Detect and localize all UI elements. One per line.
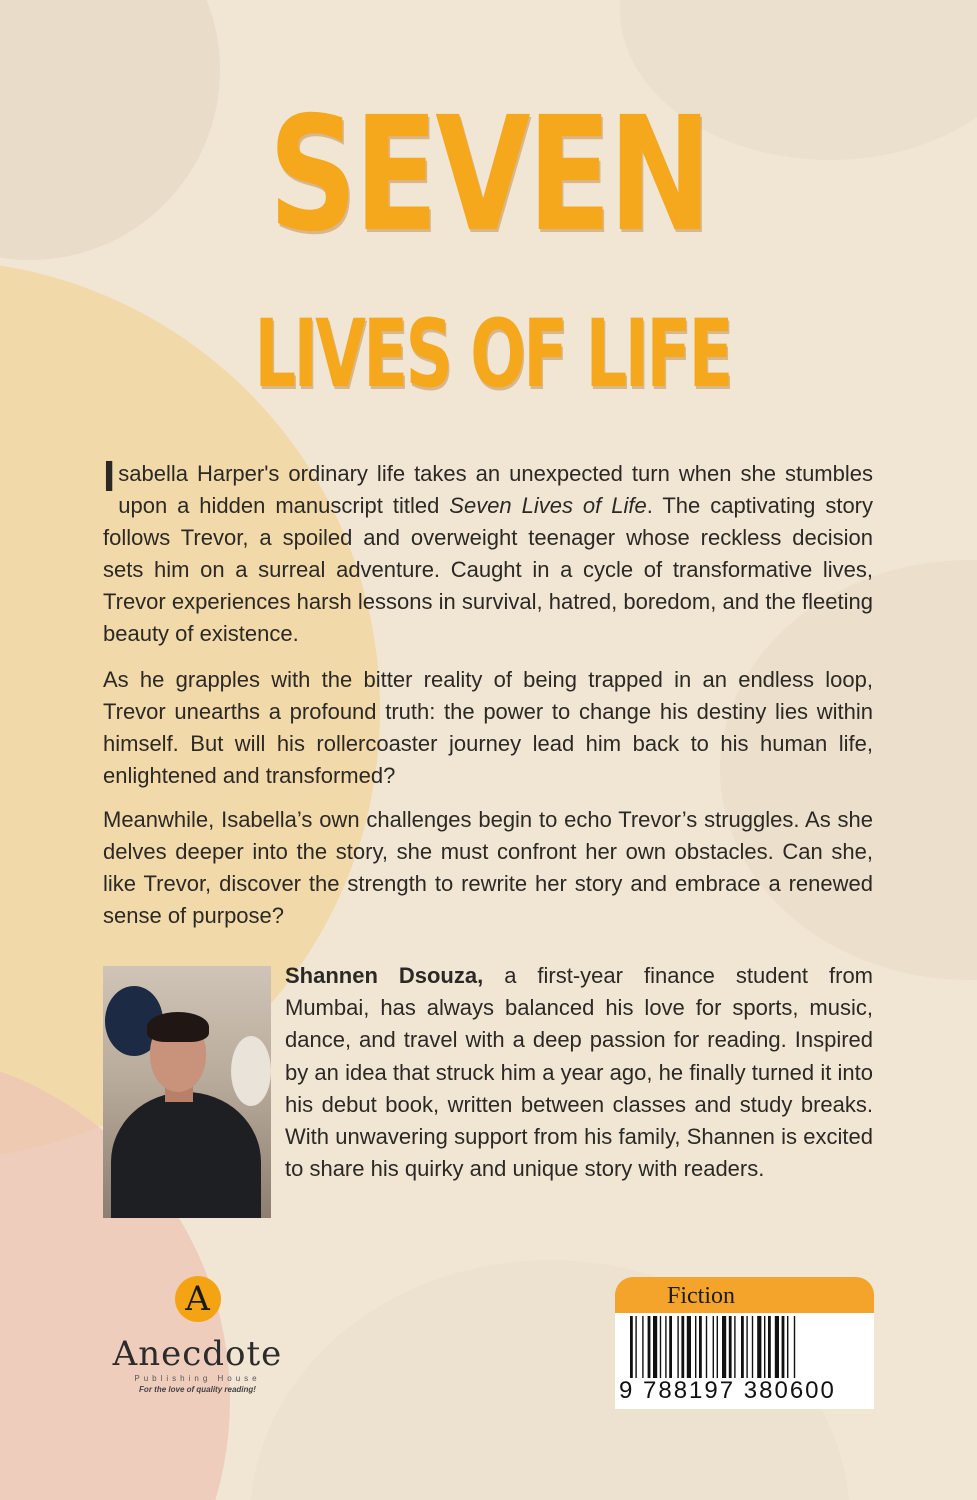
genre-label: Fiction — [615, 1277, 874, 1313]
barcode-bar — [699, 1316, 702, 1378]
barcode-bar — [660, 1316, 661, 1378]
publisher-tagline: For the love of quality reading! — [139, 1385, 256, 1394]
author-bio — [285, 960, 873, 1185]
barcode-bar — [695, 1316, 696, 1378]
barcode-bar — [787, 1316, 788, 1378]
barcode-bar — [782, 1316, 785, 1378]
blurb-p1-text-end: . The captivating story follows Trevor, a spoiled and overweight teenager whose reckless decision sets him on a surreal adventure. Caught in a cycle of transformative lives, Trevor experiences harsh lessons in survival, hatred, boredom, and the fleeting beauty of existence. — [103, 493, 874, 646]
blurb-paragraph-3: Meanwhile, Isabella’s own challenges begin to echo Trevor’s struggles. As she delves deeper into the story, she must confront her own obstacles. Can she, like Trevor, discover the strength to rewrite her story and embrace a renewed sense of purpose? — [103, 807, 873, 928]
barcode-bar — [653, 1316, 657, 1378]
barcode-bar — [648, 1316, 651, 1378]
blurb-book-title: Seven Lives of Life — [449, 493, 647, 518]
publisher-logo-icon: A — [175, 1276, 221, 1322]
barcode-bar — [642, 1316, 643, 1378]
barcode-bar — [687, 1316, 691, 1378]
isbn-number: 9 788197 380600 — [619, 1377, 836, 1404]
barcode-bar — [669, 1316, 672, 1378]
barcode-bar — [722, 1316, 726, 1378]
barcode-bar — [794, 1316, 795, 1378]
barcode — [615, 1313, 874, 1409]
barcode-bar — [713, 1316, 714, 1378]
barcode-bar — [677, 1316, 678, 1378]
drop-cap: I — [103, 452, 116, 501]
barcode-bar — [630, 1316, 633, 1378]
barcode-bar — [734, 1316, 735, 1378]
barcode-bar — [665, 1316, 666, 1378]
barcode-bar — [729, 1316, 732, 1378]
publisher-logo — [105, 1276, 290, 1394]
barcode-bar — [681, 1316, 684, 1378]
barcode-bar — [746, 1316, 747, 1378]
barcode-bar — [775, 1316, 779, 1378]
barcode-block — [615, 1277, 874, 1409]
author-name: Shannen Dsouza, — [285, 963, 484, 988]
book-title-line1: SEVEN — [268, 83, 709, 267]
author-photo — [103, 966, 271, 1218]
barcode-bars — [630, 1316, 860, 1378]
blurb-paragraph-2: As he grapples with the bitter reality of being trapped in an endless loop, Trevor unearths a profound truth: the power to change his destiny lies within himself. But will his rollercoaster journey lead him back to his human life, enlightened and transformed? — [103, 667, 873, 788]
author-bio-text: a first-year finance student from Mumbai, has always balanced his love for sports, music, dance, and travel with a deep passion for reading. Inspired by an idea that struck him a year ago, he finally turned it into his debut book, written between classes and study breaks. With unwavering support from his family, Shannen is excited to share his quirky and unique story with readers. — [285, 963, 874, 1182]
book-title-line2: LIVES OF LIFE — [254, 300, 731, 409]
barcode-bar — [757, 1316, 761, 1378]
blurb-p1-text: sabella Harper's ordinary life takes an unexpected turn when she stumbles upon a hidden manuscript titled — [118, 461, 873, 518]
barcode-bar — [768, 1316, 771, 1378]
barcode-bar — [717, 1316, 718, 1378]
barcode-bar — [706, 1316, 707, 1378]
barcode-bar — [752, 1316, 753, 1378]
barcode-bar — [635, 1316, 636, 1378]
barcode-bar — [741, 1316, 744, 1378]
blurb-paragraph-1 — [103, 452, 874, 650]
publisher-name: Anecdote — [112, 1334, 283, 1374]
publisher-subtitle: Publishing House — [134, 1374, 261, 1383]
barcode-bar — [764, 1316, 765, 1378]
